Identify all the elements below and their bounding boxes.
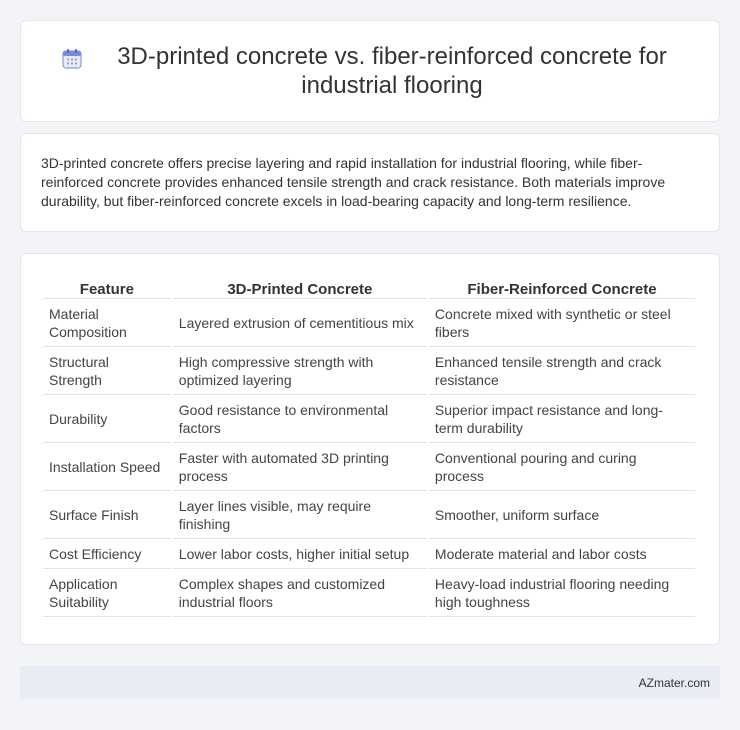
calendar-icon bbox=[61, 48, 83, 70]
3d-printed-cell: Good resistance to environmental factors bbox=[173, 394, 427, 442]
table-row bbox=[43, 568, 695, 617]
3d-printed-cell: High compressive strength with optimized layering bbox=[173, 346, 427, 394]
table-row bbox=[43, 346, 695, 394]
fiber-reinforced-cell: Heavy-load industrial flooring needing high toughness bbox=[429, 568, 695, 617]
feature-cell: Durability bbox=[43, 394, 171, 442]
table-row bbox=[43, 394, 695, 442]
fiber-reinforced-cell: Moderate material and labor costs bbox=[429, 538, 695, 568]
table-row bbox=[43, 538, 695, 568]
fiber-reinforced-cell: Superior impact resistance and long-term durability bbox=[429, 394, 695, 442]
feature-cell: Cost Efficiency bbox=[43, 538, 171, 568]
title-wrap bbox=[61, 42, 679, 100]
feature-cell: Application Suitability bbox=[43, 568, 171, 617]
fiber-reinforced-cell: Conventional pouring and curing process bbox=[429, 442, 695, 490]
header-fiber-reinforced: Fiber-Reinforced Concrete bbox=[467, 281, 657, 298]
feature-cell: Surface Finish bbox=[43, 490, 171, 538]
table-card bbox=[20, 253, 720, 645]
3d-printed-cell: Complex shapes and customized industrial floors bbox=[173, 568, 427, 617]
3d-printed-cell: Layer lines visible, may require finishing bbox=[173, 490, 427, 538]
fiber-reinforced-cell: Concrete mixed with synthetic or steel fibers bbox=[429, 298, 695, 346]
summary-text: 3D-printed concrete offers precise layering and rapid installation for industrial flooring, while fiber-reinforced concrete provides enhanced tensile strength and crack resistance. Both materials improve durability, but fiber-reinforced concrete excels in load-bearing capacity and long-term resilience. bbox=[41, 155, 666, 209]
3d-printed-cell: Layered extrusion of cementitious mix bbox=[173, 298, 427, 346]
table-header-row bbox=[43, 276, 695, 298]
header-3d-printed: 3D-Printed Concrete bbox=[227, 281, 373, 298]
fiber-reinforced-cell: Enhanced tensile strength and crack resistance bbox=[429, 346, 695, 394]
table-row bbox=[43, 442, 695, 490]
comparison-table bbox=[41, 276, 697, 617]
summary-card bbox=[20, 133, 720, 232]
footer-brand: AZmater.com bbox=[638, 675, 710, 690]
feature-cell: Structural Strength bbox=[43, 346, 171, 394]
3d-printed-cell: Faster with automated 3D printing process bbox=[173, 442, 427, 490]
3d-printed-cell: Lower labor costs, higher initial setup bbox=[173, 538, 427, 568]
title-card bbox=[20, 20, 720, 122]
header-feature: Feature bbox=[79, 281, 134, 298]
fiber-reinforced-cell: Smoother, uniform surface bbox=[429, 490, 695, 538]
footer-bar bbox=[20, 666, 720, 699]
table-row bbox=[43, 490, 695, 538]
page-title: 3D-printed concrete vs. fiber-reinforced concrete for industrial flooring bbox=[117, 43, 667, 99]
table-row bbox=[43, 298, 695, 346]
feature-cell: Installation Speed bbox=[43, 442, 171, 490]
feature-cell: Material Composition bbox=[43, 298, 171, 346]
